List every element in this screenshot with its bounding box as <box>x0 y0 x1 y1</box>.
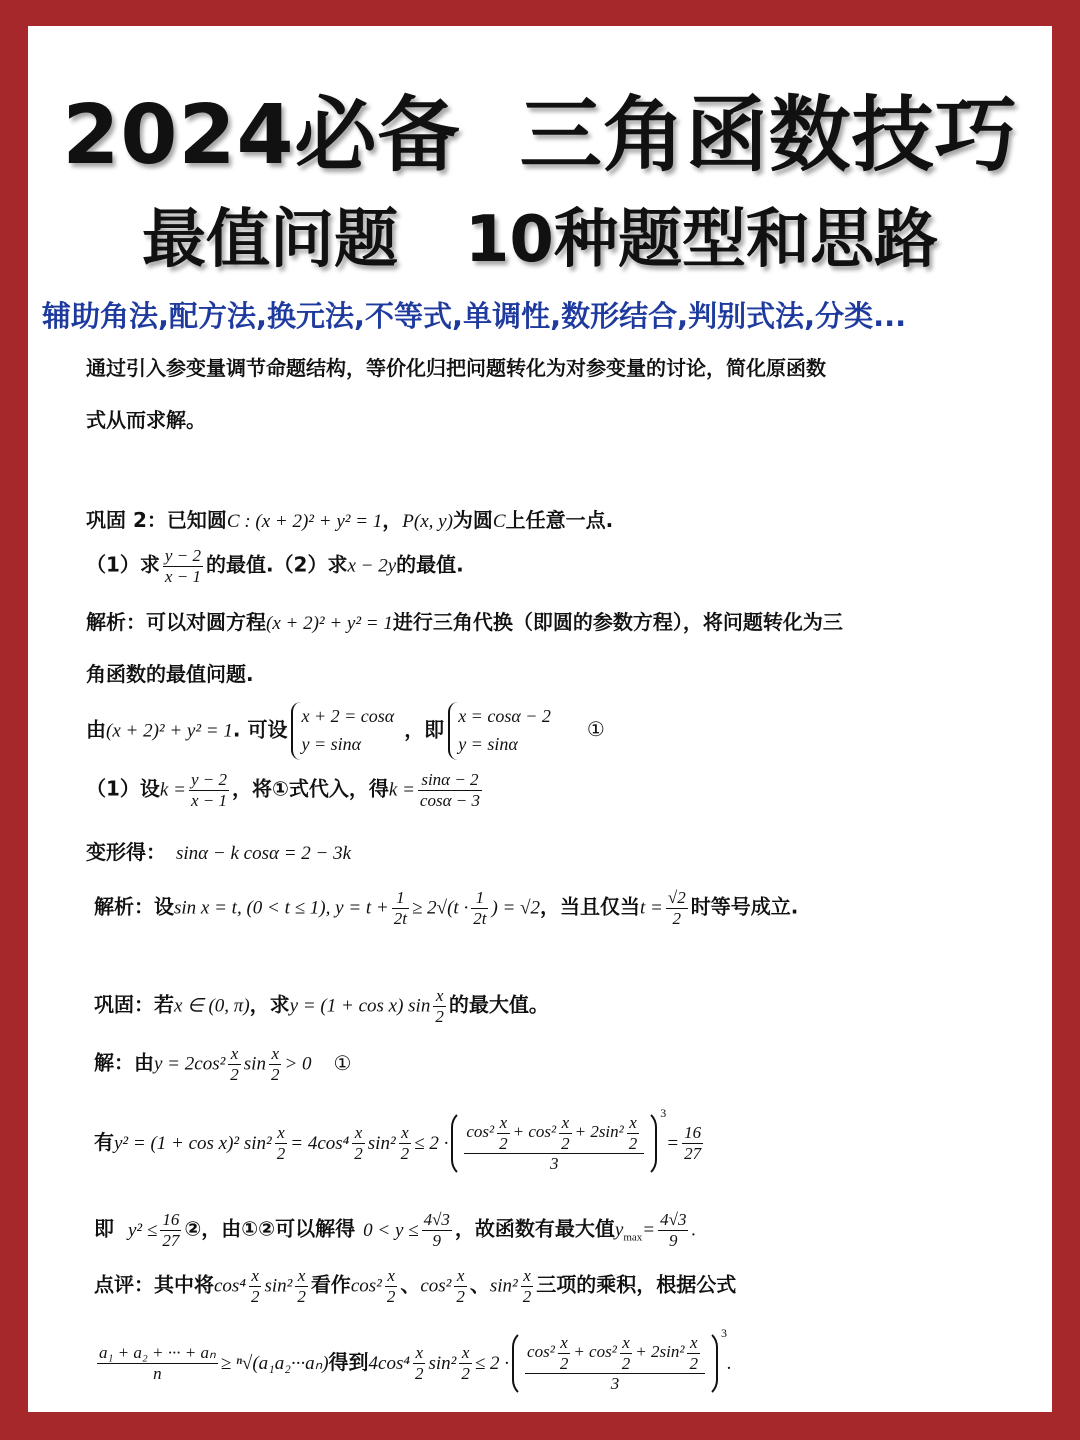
ex2-ymax-sub: max <box>623 1231 643 1244</box>
ex2-you-frac1: $\frac{x}{2}$ <box>276 1123 286 1163</box>
ex1-questions <box>86 546 464 586</box>
ex2-statement <box>94 986 549 1026</box>
ex2-ji-tail: ，故函数有最大值 <box>454 1216 615 1241</box>
ex2-ymax-eq: = <box>642 1219 656 1241</box>
ex2-dp-c2: cos² <box>420 1275 452 1297</box>
ex2-dp-mid: 看作 <box>310 1272 351 1297</box>
step1-k: k = <box>159 779 186 801</box>
ex2-sol-sin: sin <box>243 1053 266 1075</box>
jiexi2-frac3-den: 2 <box>672 908 682 928</box>
system-2-line-b: y = sinα <box>458 733 518 754</box>
ex2-suffix: 的最大值。 <box>448 992 549 1017</box>
jiexi2-expr4: t = <box>640 897 663 919</box>
ex2-frac <box>433 986 446 1026</box>
ex2-big-fraction: cos² $\frac{x}{2}$ + cos² $\frac{x}{2}$ + 2sin² $\frac{x}{2}$ 3 <box>464 1113 644 1174</box>
system-1 <box>291 702 400 760</box>
methods-list: 辅助角法,配方法,换元法,不等式,单调性,数形结合,判别式法,分类... <box>42 299 907 333</box>
ex1-step1 <box>86 770 485 810</box>
jiexi2-frac2-num: 1 <box>471 888 488 909</box>
q2-expression: x − 2y <box>347 555 397 577</box>
ex2-derivation: 有y² = (1 + cos x)² sin² $\frac{x}{2}$ = 4cos⁴ $\frac{x}{2}$ sin² $\frac{x}{2}$ ≤ 2 · cos² $\frac{x}{2}$ + cos² $\frac{x}{2}$ + 2sin² $\frac{x}{2}$ 3 $^3$= $\frac{16}{27}$ <box>94 1106 706 1178</box>
am-mid: 得到 <box>328 1350 369 1374</box>
ji-text: ，即 <box>404 717 445 742</box>
step1-prefix: （1）设 <box>86 776 160 801</box>
jiexi2-frac1-den: 2t <box>393 908 407 928</box>
ex2-ji-post: ②，由①②可以解得 <box>184 1216 356 1241</box>
step1-mid: ，将①式代入，得 <box>231 776 389 801</box>
ex2-frac-num: x <box>433 986 446 1007</box>
big-den: 3 <box>550 1154 559 1174</box>
ex1-text2: 为圆 <box>452 508 493 532</box>
ex2-you-le: ≤ 2 · <box>414 1133 449 1154</box>
ex1-solution-line2: 角函数的最值问题. <box>86 662 254 686</box>
ex2-dp-prefix: 点评：其中将 <box>94 1272 214 1297</box>
system-1-line-a: x + 2 = cosα <box>301 706 395 726</box>
big-num-c: + 2sin² <box>574 1122 624 1142</box>
ex1-statement <box>86 504 613 533</box>
ex2-condition: x ∈ (0, π) <box>174 995 250 1017</box>
step1-denominator-2: cosα − 3 <box>419 790 480 810</box>
ex2-sol-frac2: $\frac{x}{2}$ <box>270 1044 280 1084</box>
ex2-cube: 3 <box>660 1106 667 1120</box>
result-den: 27 <box>684 1144 702 1163</box>
intro-line-1: 通过引入参变量调节命题结构，等价化归把问题转化为对参变量的讨论，简化原函数 <box>86 356 826 380</box>
transform-equation: sinα − k cosα = 2 − 3k <box>176 843 352 864</box>
am-num: a₁ + a₂ + ··· + aₙ <box>99 1343 216 1363</box>
ex2-ji-range-frac <box>422 1210 452 1250</box>
ex2-dp-post: 三项的乘积，根据公式 <box>536 1272 737 1297</box>
q1-fraction <box>163 546 203 586</box>
ex2-range-num: 4√3 <box>423 1210 450 1229</box>
ex2-ji-frac: $\frac{16}{27}$ <box>162 1210 180 1250</box>
ex2-sol-expr: y = 2cos² <box>154 1053 226 1075</box>
ex2-you-eq: = 4cos⁴ <box>290 1133 350 1154</box>
jiexi2-frac1-num: 1 <box>392 888 409 909</box>
you-mid: . 可设 <box>232 717 288 742</box>
jiexi2-expr1: sin x = t, (0 < t ≤ 1), y = t + <box>174 897 389 919</box>
ex1-text3: 上任意一点. <box>505 508 614 532</box>
step1-fraction-2 <box>418 770 482 810</box>
ex2-mid: ，求 <box>249 992 290 1017</box>
ex2-result-frac <box>682 1123 703 1163</box>
ex2-ji-expr: y² ≤ <box>128 1219 158 1241</box>
ex2-label: 巩固：若 <box>94 992 174 1017</box>
q1-denominator: x − 1 <box>164 566 201 586</box>
system-1-line-b: y = sinα <box>301 733 362 754</box>
ex2-you-frac2: $\frac{x}{2}$ <box>354 1123 363 1163</box>
ex2-solution <box>94 1044 351 1084</box>
circle-c: C <box>492 511 506 532</box>
transform-prefix: 变形得： <box>86 840 166 864</box>
q2-suffix: 的最值. <box>396 552 464 577</box>
system-2-line-a: x = cosα − 2 <box>458 706 551 726</box>
sol-suffix: 进行三角代换（即圆的参数方程），将问题转化为三 <box>392 610 843 634</box>
ex2-ymax: y <box>614 1219 624 1241</box>
am-den: n <box>153 1364 162 1383</box>
ex2-you-prefix: 有 <box>94 1130 114 1154</box>
am-expr: 4cos⁴ <box>368 1353 410 1374</box>
ex2-sol-prefix: 解：由 <box>94 1050 154 1075</box>
jiexi2-frac3 <box>666 888 688 928</box>
ex2-sol-frac1: $\frac{x}{2}$ <box>230 1044 239 1084</box>
intro-line-2: 式从而求解。 <box>86 408 206 432</box>
ex1-solution-line1 <box>86 606 843 635</box>
result-num: 16 <box>684 1123 702 1143</box>
q1-prefix: （1）求 <box>86 552 160 577</box>
am-le: ≤ 2 · <box>474 1353 510 1374</box>
am-ge: ≥ ⁿ√(a₁a₂···aₙ) <box>220 1353 329 1374</box>
ex1-substitution <box>86 702 605 760</box>
ex2-comment: 点评：其中将cos⁴ $\frac{x}{2}$ sin² $\frac{x}{2}$ 看作cos² $\frac{x}{2}$ 、cos² $\frac{x}{2}$ 、sin² $\frac{x}{2}$ 三项的乘积，根据公式 <box>94 1266 737 1306</box>
you-prefix: 由 <box>86 717 106 742</box>
circle-number-1: ① <box>586 717 605 742</box>
ex2-range-den: 9 <box>432 1230 441 1250</box>
ex2-you-frac3: $\frac{x}{2}$ <box>400 1123 410 1163</box>
ex2-ji-range: 0 < y ≤ <box>363 1219 419 1241</box>
q1-numerator: y − 2 <box>164 546 201 565</box>
system-2 <box>448 702 557 760</box>
page-title: 2024必备 三角函数技巧 <box>62 88 1018 183</box>
page-subtitle: 最值问题 10种题型和思路 <box>142 203 938 277</box>
jiexi2-frac2-den: 2t <box>473 908 487 928</box>
jiexi2-expr2: ≥ 2√(t · <box>411 897 469 919</box>
sol-prefix: 解析：可以对圆方程 <box>86 610 266 634</box>
ex1-label: 巩固 2：已知圆 <box>86 508 227 532</box>
ex2-amgm: $\frac{\text{a₁ + a₂ + ··· + aₙ}}{n}$ ≥ ⁿ√(a₁a₂···aₙ)得到4cos⁴ $\frac{x}{2}$ sin² $\frac{x}{2}$ ≤ 2 · cos² $\frac{x}{2}$ + cos² $\frac{x}{2}$ + 2sin² $\frac{x}{2}$ 3 $^3$. <box>94 1326 732 1398</box>
big-num-a: cos² <box>466 1122 495 1142</box>
step1-numerator-2: sinα − 2 <box>418 770 482 791</box>
jiexi2-frac2 <box>471 888 488 928</box>
ex1-transform <box>86 836 351 865</box>
ex2-dp-s: sin² <box>489 1275 518 1297</box>
ex2-circle-number-1: ① <box>333 1050 352 1075</box>
step1-numerator: y − 2 <box>190 770 227 789</box>
ex1-comma: ， <box>382 508 403 532</box>
am-sin: sin² <box>428 1353 457 1374</box>
am-end: . <box>726 1353 732 1374</box>
ex2-ji-prefix: 即 <box>94 1216 114 1241</box>
ex2-conclusion: 即 y² ≤ $\frac{16}{27}$ ②，由①②可以解得 0 < y ≤ $\frac{4√3}{9}$ ，故函数有最大值$y_{max}=$ $\frac{4√3}{9}$ . <box>94 1210 697 1250</box>
big-num-b: + cos² <box>512 1122 557 1142</box>
step1-fraction <box>189 770 229 810</box>
ex2-dp-expr: cos⁴ <box>214 1275 246 1297</box>
point-p: P(x, y) <box>402 511 453 532</box>
jiexi2-frac1 <box>392 888 409 928</box>
page-sheet <box>28 26 1052 1412</box>
ex2-ymax-frac: $\frac{4√3}{9}$ <box>660 1210 687 1250</box>
am-fraction <box>97 1343 218 1383</box>
ex2-frac-den: 2 <box>435 1006 444 1026</box>
sol-equation: (x + 2)² + y² = 1 <box>266 613 393 634</box>
jiexi2-suffix: 时等号成立. <box>690 894 799 919</box>
ex2-you-expr: y² = (1 + cos x)² sin² <box>114 1133 272 1154</box>
ex2-expression: y = (1 + cos x) sin <box>289 995 431 1017</box>
jiexi2-prefix: 解析：设 <box>94 894 174 919</box>
step1-k2: k = <box>388 779 415 801</box>
jiexi2-mid: ，当且仅当 <box>540 894 641 919</box>
ex2-you-sin: sin² <box>367 1133 396 1154</box>
jiexi2-line <box>94 888 798 928</box>
jiexi2-expr3: ) = √2 <box>491 897 541 919</box>
q1-suffix: 的最值.（2）求 <box>205 552 348 577</box>
ex2-sol-gt: > 0 <box>284 1053 312 1075</box>
step1-denominator: x − 1 <box>190 790 227 810</box>
circle-equation: C : (x + 2)² + y² = 1 <box>226 511 383 532</box>
you-equation: (x + 2)² + y² = 1 <box>106 720 233 742</box>
ex2-dp-c1: cos² <box>350 1275 382 1297</box>
jiexi2-frac3-num: √2 <box>667 888 686 907</box>
am-big-paren: cos² $\frac{x}{2}$ + cos² $\frac{x}{2}$ + 2sin² $\frac{x}{2}$ 3 <box>512 1329 718 1398</box>
ex2-big-paren <box>451 1109 657 1178</box>
ex2-dp-sin: sin² <box>264 1275 293 1297</box>
